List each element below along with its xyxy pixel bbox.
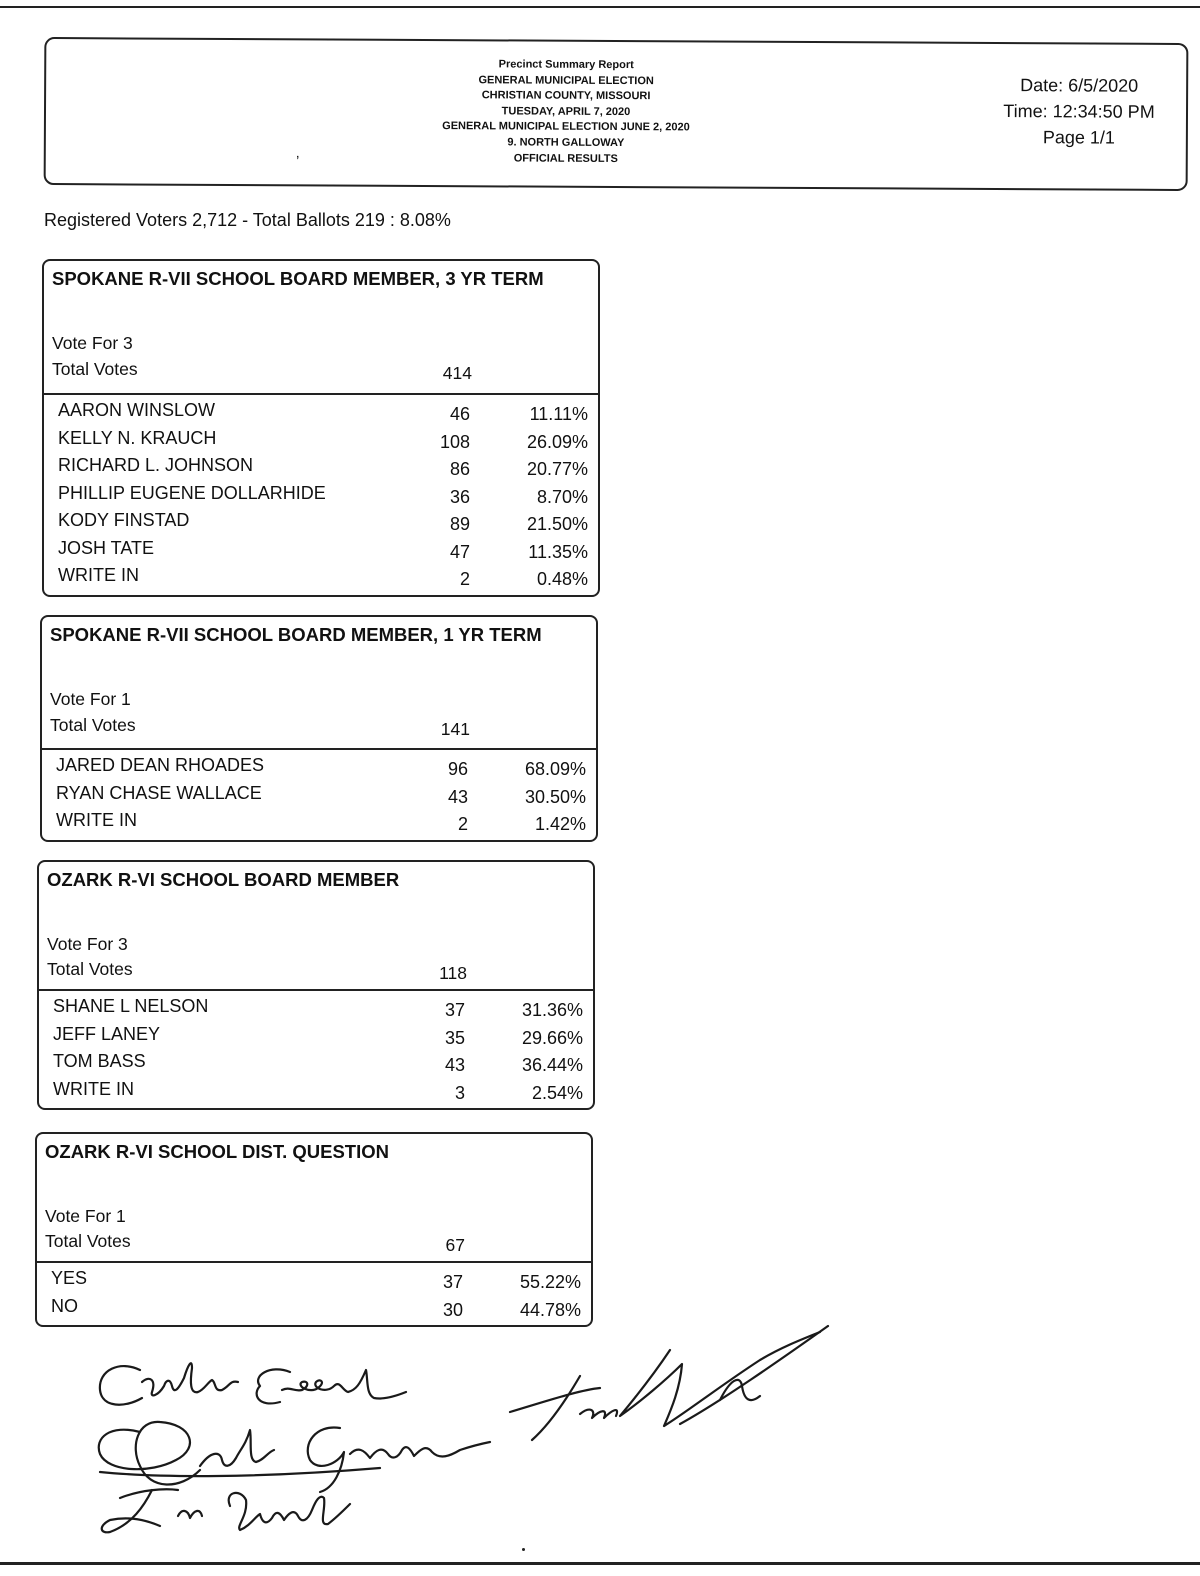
total-votes-value: 414: [442, 363, 472, 383]
contest-box: [40, 615, 598, 842]
candidate-votes: 37: [442, 1272, 463, 1292]
candidate-votes: 96: [447, 759, 468, 779]
candidate-name: TOM BASS: [53, 1051, 146, 1071]
contest-title: SPOKANE R-VII SCHOOL BOARD MEMBER, 3 YR TERM: [52, 268, 544, 289]
candidate-name: KELLY N. KRAUCH: [58, 427, 217, 448]
candidate-name: PHILLIP EUGENE DOLLARHIDE: [58, 482, 326, 503]
page-number: Page 1/1: [1042, 127, 1115, 148]
contest-header: [44, 261, 598, 395]
report-date: Date: 6/5/2020: [1020, 75, 1139, 96]
candidate-votes: 37: [444, 1000, 465, 1020]
candidate-row: [39, 994, 593, 1022]
candidate-percent: 11.11%: [529, 404, 588, 424]
candidate-list: [42, 750, 596, 840]
candidate-percent: 31.36%: [521, 1000, 583, 1020]
candidate-percent: 2.54%: [531, 1082, 583, 1103]
signature-robin-graham: [99, 1422, 490, 1492]
contest-title: SPOKANE R-VII SCHOOL BOARD MEMBER, 1 YR TERM: [50, 624, 542, 645]
registered-voters-summary: Registered Voters 2,712 - Total Ballots 219 : 8.08%: [44, 210, 451, 230]
candidate-votes: 46: [449, 404, 470, 424]
scan-top-edge: [0, 6, 1200, 8]
signatures: [80, 1320, 860, 1550]
total-votes-label: Total Votes: [50, 715, 136, 735]
candidate-percent: 36.44%: [521, 1055, 583, 1075]
candidate-percent: 44.78%: [519, 1299, 581, 1320]
candidate-percent: 30.50%: [524, 786, 586, 807]
candidate-percent: 26.09%: [526, 431, 588, 452]
candidate-percent: 8.70%: [536, 486, 588, 507]
vote-for-label: Vote For 1: [50, 689, 131, 709]
contest-title: OZARK R-VI SCHOOL DIST. QUESTION: [45, 1141, 389, 1162]
signature-carla-essick: [100, 1363, 406, 1404]
total-votes-label: Total Votes: [47, 959, 133, 979]
vote-for-label: Vote For 3: [47, 934, 128, 954]
candidate-name: RYAN CHASE WALLACE: [56, 782, 262, 803]
stray-mark: ,: [295, 144, 300, 161]
contest-box: [42, 259, 600, 597]
total-votes-label: Total Votes: [52, 359, 138, 379]
candidate-percent: 1.42%: [534, 814, 586, 834]
candidate-percent: 29.66%: [521, 1027, 583, 1048]
candidate-name: SHANE L NELSON: [53, 996, 209, 1016]
contest-header: [37, 1134, 591, 1263]
candidate-row: [44, 508, 598, 536]
total-votes-value: 118: [439, 963, 467, 983]
candidate-name: KODY FINSTAD: [58, 510, 190, 530]
total-votes-value: 67: [445, 1235, 465, 1255]
candidate-percent: 55.22%: [519, 1272, 581, 1292]
candidate-percent: 68.09%: [524, 759, 586, 779]
candidate-row: [44, 398, 598, 426]
candidate-row: [37, 1266, 591, 1294]
county-name: CHRISTIAN COUNTY, MISSOURI: [481, 89, 651, 103]
candidate-list: [37, 1263, 591, 1325]
election-subtitle: GENERAL MUNICIPAL ELECTION JUNE 2, 2020: [442, 120, 690, 134]
candidate-votes: 2: [459, 569, 470, 589]
report-header: [44, 37, 1189, 191]
precinct-name: 9. NORTH GALLOWAY: [507, 136, 625, 150]
candidate-votes: 30: [442, 1299, 463, 1320]
candidate-name: AARON WINSLOW: [58, 400, 216, 420]
candidate-votes: 43: [447, 786, 468, 807]
contest-title: OZARK R-VI SCHOOL BOARD MEMBER: [47, 869, 400, 890]
signature-tom-kelly: [510, 1326, 828, 1440]
candidate-row: [44, 563, 598, 591]
candidate-list: [44, 395, 598, 595]
candidate-name: RICHARD L. JOHNSON: [58, 455, 254, 475]
candidate-row: [39, 1049, 593, 1077]
candidate-name: WRITE IN: [56, 810, 137, 830]
election-name: GENERAL MUNICIPAL ELECTION: [478, 73, 654, 87]
candidate-row: [42, 781, 596, 809]
report-title-block: [356, 57, 777, 168]
candidate-name: JOSH TATE: [58, 537, 155, 558]
candidate-row: [44, 481, 598, 509]
candidate-votes: 86: [449, 459, 470, 479]
candidate-name: WRITE IN: [53, 1078, 134, 1099]
candidate-votes: 43: [444, 1055, 465, 1075]
report-title: Precinct Summary Report: [498, 58, 634, 72]
candidate-percent: 21.50%: [526, 514, 588, 534]
candidate-row: [37, 1294, 591, 1322]
report-time: Time: 12:34:50 PM: [1003, 101, 1155, 122]
candidate-name: JEFF LANEY: [53, 1023, 161, 1044]
contest-box: [37, 860, 595, 1110]
stray-dot: [522, 1548, 525, 1551]
candidate-votes: 108: [439, 431, 470, 452]
candidate-votes: 89: [449, 514, 470, 534]
candidate-votes: 35: [444, 1027, 465, 1048]
candidate-row: [44, 536, 598, 564]
scan-bottom-edge: [0, 1562, 1200, 1565]
contest-header: [42, 617, 596, 750]
candidate-percent: 11.35%: [528, 541, 588, 562]
total-votes-label: Total Votes: [45, 1231, 131, 1251]
signature-tom-russell: [102, 1489, 350, 1532]
results-status: OFFICIAL RESULTS: [513, 152, 618, 165]
vote-for-label: Vote For 1: [45, 1206, 126, 1226]
candidate-row: [42, 808, 596, 836]
candidate-percent: 0.48%: [536, 569, 588, 589]
candidate-name: YES: [51, 1268, 88, 1288]
candidate-row: [42, 753, 596, 781]
candidate-votes: 36: [449, 486, 470, 507]
candidate-row: [39, 1022, 593, 1050]
candidate-name: WRITE IN: [58, 565, 139, 585]
candidate-row: [39, 1077, 593, 1105]
candidate-row: [44, 426, 598, 454]
candidate-votes: 47: [449, 541, 470, 562]
election-date: TUESDAY, APRIL 7, 2020: [501, 105, 631, 118]
report-meta: [984, 72, 1174, 151]
candidate-name: JARED DEAN RHOADES: [56, 755, 265, 775]
candidate-votes: 2: [457, 814, 468, 834]
candidate-row: [44, 453, 598, 481]
total-votes-value: 141: [440, 719, 470, 739]
contest-box: [35, 1132, 593, 1327]
contest-header: [39, 862, 593, 991]
vote-for-label: Vote For 3: [52, 333, 133, 353]
candidate-percent: 20.77%: [526, 459, 588, 479]
candidate-name: NO: [51, 1295, 78, 1316]
candidate-votes: 3: [454, 1082, 465, 1103]
candidate-list: [39, 991, 593, 1108]
